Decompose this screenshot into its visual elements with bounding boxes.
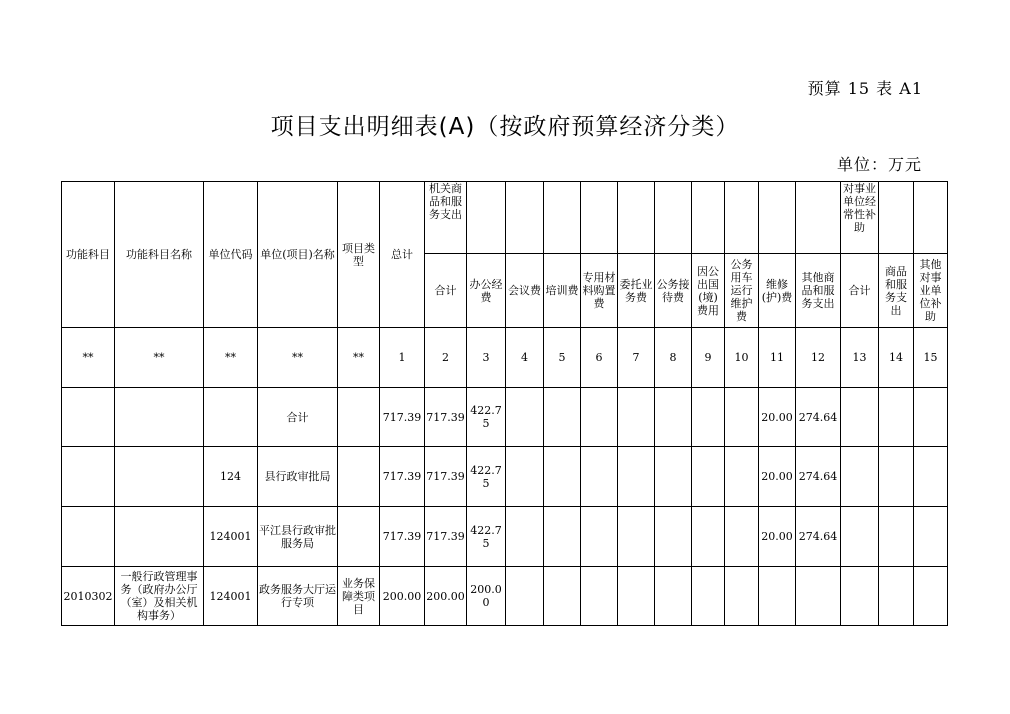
- table-cell: 274.64: [796, 388, 841, 447]
- col-materials: 专用材料购置费: [581, 254, 618, 328]
- table-cell: [544, 567, 581, 626]
- table-cell: 20.00: [759, 388, 796, 447]
- empty-header-cell: [759, 182, 796, 254]
- table-cell: [338, 388, 380, 447]
- index-cell: 6: [581, 328, 618, 388]
- index-cell: 8: [655, 328, 692, 388]
- form-code: 预算 15 表 A1: [807, 79, 923, 98]
- table-cell: [655, 447, 692, 507]
- col-unit-code: 单位代码: [204, 182, 258, 328]
- table-cell: [506, 388, 544, 447]
- table-cell: [544, 388, 581, 447]
- table-cell: [841, 447, 879, 507]
- table-cell: [725, 447, 759, 507]
- empty-header-cell: [581, 182, 618, 254]
- table-cell: 业务保障类项目: [338, 567, 380, 626]
- table-cell: 124001: [204, 567, 258, 626]
- table-cell: 政务服务大厅运行专项: [258, 567, 338, 626]
- table-row: [62, 567, 948, 626]
- table-cell: 717.39: [380, 388, 425, 447]
- index-cell: 1: [380, 328, 425, 388]
- col-training: 培训费: [544, 254, 581, 328]
- index-cell: 15: [914, 328, 948, 388]
- page-title: 项目支出明细表(A)（按政府预算经济分类）: [270, 114, 740, 140]
- empty-header-cell: [467, 182, 506, 254]
- index-cell: 13: [841, 328, 879, 388]
- empty-header-cell: [796, 182, 841, 254]
- table-cell: [618, 388, 655, 447]
- table-cell: 2010302: [62, 567, 115, 626]
- table-cell: [692, 447, 725, 507]
- col-other-goods: 其他商品和服务支出: [796, 254, 841, 328]
- table-row: [62, 507, 948, 567]
- table-cell: [655, 507, 692, 567]
- table-cell: [759, 567, 796, 626]
- col-maintenance: 维修(护)费: [759, 254, 796, 328]
- table-cell: [692, 507, 725, 567]
- index-cell: 5: [544, 328, 581, 388]
- table-cell: 一般行政管理事务（政府办公厅（室）及相关机构事务）: [115, 567, 204, 626]
- table-cell: [544, 447, 581, 507]
- table-cell: [506, 507, 544, 567]
- table-cell: [62, 507, 115, 567]
- index-cell: 9: [692, 328, 725, 388]
- table-cell: [115, 388, 204, 447]
- header-row-1: [62, 182, 948, 254]
- project-expenditure-table: [61, 181, 948, 626]
- table-cell: [725, 507, 759, 567]
- col-func-name: 功能科目名称: [115, 182, 204, 328]
- index-cell: **: [115, 328, 204, 388]
- index-cell: 10: [725, 328, 759, 388]
- table-cell: [581, 567, 618, 626]
- table-cell: 274.64: [796, 507, 841, 567]
- table-cell: [725, 388, 759, 447]
- table-cell: [338, 507, 380, 567]
- table-cell: 平江县行政审批服务局: [258, 507, 338, 567]
- table-cell: [914, 507, 948, 567]
- table-row: [62, 447, 948, 507]
- table-cell: 124: [204, 447, 258, 507]
- col-subsidy-goods: 商品和服务支出: [879, 254, 914, 328]
- table-cell: [581, 447, 618, 507]
- table-cell: 200.00: [467, 567, 506, 626]
- table-cell: 274.64: [796, 447, 841, 507]
- index-row: [62, 328, 948, 388]
- table-cell: [338, 447, 380, 507]
- table-cell: [62, 388, 115, 447]
- table-cell: 县行政审批局: [258, 447, 338, 507]
- table-cell: 717.39: [380, 507, 425, 567]
- col-group-goods-services: 机关商品和服务支出: [425, 182, 467, 254]
- table-cell: [581, 388, 618, 447]
- empty-header-cell: [618, 182, 655, 254]
- table-cell: [506, 567, 544, 626]
- empty-header-cell: [655, 182, 692, 254]
- table-cell: [841, 567, 879, 626]
- index-cell: 4: [506, 328, 544, 388]
- table-cell: [879, 447, 914, 507]
- table-cell: [841, 507, 879, 567]
- empty-header-cell: [544, 182, 581, 254]
- table-cell: [914, 388, 948, 447]
- table-cell: 717.39: [425, 507, 467, 567]
- index-cell: 14: [879, 328, 914, 388]
- index-cell: **: [204, 328, 258, 388]
- table-cell: [581, 507, 618, 567]
- col-meeting: 会议费: [506, 254, 544, 328]
- table-row: [62, 388, 948, 447]
- table-cell: [506, 447, 544, 507]
- table-cell: [692, 388, 725, 447]
- table-cell: [879, 567, 914, 626]
- col-abroad: 因公出国(境)费用: [692, 254, 725, 328]
- index-cell: **: [338, 328, 380, 388]
- table-cell: 422.75: [467, 388, 506, 447]
- col-func-code: 功能科目: [62, 182, 115, 328]
- empty-header-cell: [914, 182, 948, 254]
- table-cell: [914, 447, 948, 507]
- table-cell: 124001: [204, 507, 258, 567]
- index-cell: **: [258, 328, 338, 388]
- table-cell: 422.75: [467, 507, 506, 567]
- table-cell: [544, 507, 581, 567]
- col-commission: 委托业务费: [618, 254, 655, 328]
- col-sub-total: 合计: [425, 254, 467, 328]
- col-subsidy-total: 合计: [841, 254, 879, 328]
- table-cell: 717.39: [425, 447, 467, 507]
- table-cell: [655, 567, 692, 626]
- table-cell: 200.00: [425, 567, 467, 626]
- index-cell: 11: [759, 328, 796, 388]
- index-cell: **: [62, 328, 115, 388]
- table-cell: [618, 447, 655, 507]
- table-cell: 20.00: [759, 507, 796, 567]
- table-cell: [692, 567, 725, 626]
- table-cell: [655, 388, 692, 447]
- table-cell: [62, 447, 115, 507]
- col-project-type: 项目类型: [338, 182, 380, 328]
- table-cell: 717.39: [425, 388, 467, 447]
- table-cell: [725, 567, 759, 626]
- table-cell: [879, 507, 914, 567]
- index-cell: 12: [796, 328, 841, 388]
- table-cell: 20.00: [759, 447, 796, 507]
- table-cell: 422.75: [467, 447, 506, 507]
- table-cell: [841, 388, 879, 447]
- col-group-subsidy: 对事业单位经常性补助: [841, 182, 879, 254]
- table-cell: [796, 567, 841, 626]
- col-subsidy-other: 其他对事业单位补助: [914, 254, 948, 328]
- table-cell: [115, 507, 204, 567]
- col-total: 总计: [380, 182, 425, 328]
- empty-header-cell: [692, 182, 725, 254]
- table-cell: [618, 567, 655, 626]
- col-office: 办公经费: [467, 254, 506, 328]
- empty-header-cell: [506, 182, 544, 254]
- table-cell: 200.00: [380, 567, 425, 626]
- index-cell: 7: [618, 328, 655, 388]
- empty-header-cell: [879, 182, 914, 254]
- table-cell: [914, 567, 948, 626]
- index-cell: 2: [425, 328, 467, 388]
- table-cell: [115, 447, 204, 507]
- table-cell: 717.39: [380, 447, 425, 507]
- table-cell: [879, 388, 914, 447]
- empty-header-cell: [725, 182, 759, 254]
- unit-label: 单位：万元: [836, 155, 922, 174]
- table-cell: 合计: [258, 388, 338, 447]
- index-cell: 3: [467, 328, 506, 388]
- col-reception: 公务接待费: [655, 254, 692, 328]
- col-unit-name: 单位(项目)名称: [258, 182, 338, 328]
- col-vehicle: 公务用车运行维护费: [725, 254, 759, 328]
- table-cell: [618, 507, 655, 567]
- table-cell: [204, 388, 258, 447]
